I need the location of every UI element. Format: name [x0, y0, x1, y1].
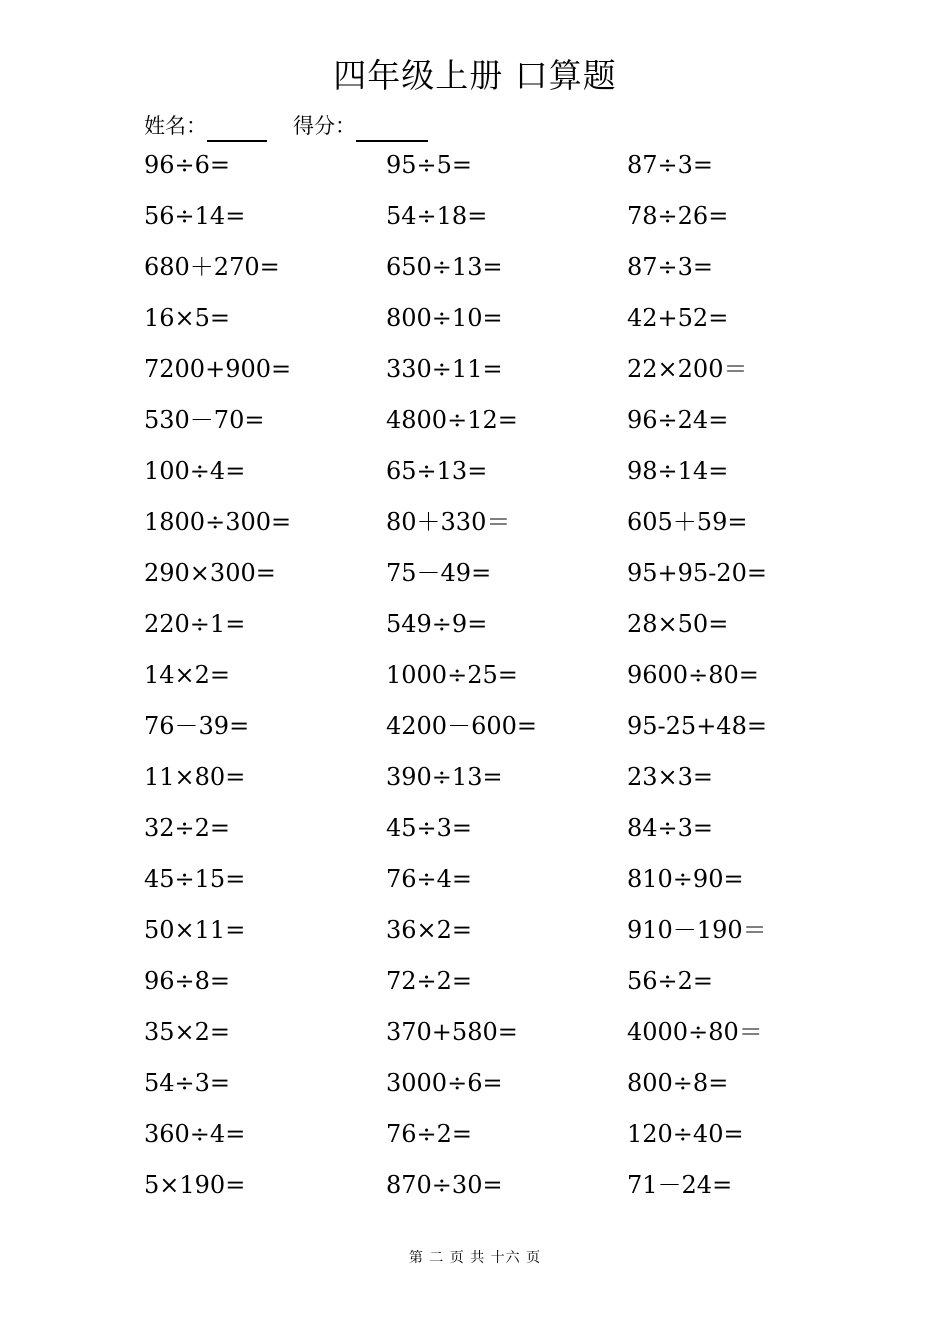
- arithmetic-problem: 96÷24=: [627, 406, 729, 434]
- problem-row: [144, 191, 844, 242]
- arithmetic-problem: 80＋330＝: [386, 508, 511, 536]
- student-info-row: [144, 108, 428, 144]
- arithmetic-problem: 71－24=: [627, 1171, 733, 1199]
- problem-row: [144, 395, 844, 446]
- problem-row: [144, 1058, 844, 1109]
- problem-row: [144, 701, 844, 752]
- arithmetic-problem: 54÷3=: [144, 1069, 231, 1097]
- problem-row: [144, 242, 844, 293]
- problem-row: [144, 599, 844, 650]
- name-label: 姓名：: [144, 114, 207, 138]
- arithmetic-problem: 370+580=: [386, 1018, 518, 1046]
- page-title: 四年级上册 口算题: [333, 56, 617, 95]
- problem-row: [144, 854, 844, 905]
- arithmetic-problem: 65÷13=: [386, 457, 488, 485]
- arithmetic-problem: 96÷6=: [144, 151, 231, 179]
- arithmetic-problem: 87÷3=: [627, 151, 714, 179]
- arithmetic-problem: 87÷3=: [627, 253, 714, 281]
- arithmetic-problem: 76－39=: [144, 712, 250, 740]
- arithmetic-problem: 7200+900=: [144, 355, 292, 383]
- arithmetic-problem: 100÷4=: [144, 457, 246, 485]
- arithmetic-problem: 96÷8=: [144, 967, 231, 995]
- arithmetic-problem: 76÷2=: [386, 1120, 473, 1148]
- problem-row: [144, 140, 844, 191]
- page-footer: 第 二 页 共 十六 页: [408, 1250, 542, 1266]
- arithmetic-problem: 1800÷300=: [144, 508, 292, 536]
- arithmetic-problem: 76÷4=: [386, 865, 473, 893]
- arithmetic-problem: 11×80=: [144, 763, 246, 791]
- arithmetic-problem: 56÷14=: [144, 202, 246, 230]
- arithmetic-problem: 75－49=: [386, 559, 492, 587]
- arithmetic-problem: 95-25+48=: [627, 712, 767, 740]
- arithmetic-problem: 800÷8=: [627, 1069, 729, 1097]
- arithmetic-problem: 810÷90=: [627, 865, 744, 893]
- problem-row: [144, 344, 844, 395]
- arithmetic-problem: 9600÷80=: [627, 661, 759, 689]
- score-label: 得分：: [293, 114, 356, 138]
- arithmetic-problem: 54÷18=: [386, 202, 488, 230]
- arithmetic-problem: 910－190＝: [627, 916, 767, 944]
- name-blank[interactable]: [207, 108, 267, 142]
- problem-row: [144, 956, 844, 1007]
- arithmetic-problem: 22×200＝: [627, 355, 748, 383]
- problem-row: [144, 293, 844, 344]
- arithmetic-problem: 50×11=: [144, 916, 246, 944]
- problem-row: [144, 1109, 844, 1160]
- arithmetic-problem: 23×3=: [627, 763, 714, 791]
- arithmetic-problem: 290×300=: [144, 559, 276, 587]
- arithmetic-problem: 330÷11=: [386, 355, 503, 383]
- arithmetic-problem: 5×190=: [144, 1171, 246, 1199]
- arithmetic-problem: 95+95-20=: [627, 559, 767, 587]
- arithmetic-problem: 390÷13=: [386, 763, 503, 791]
- arithmetic-problem: 605＋59=: [627, 508, 748, 536]
- arithmetic-problem: 4200－600=: [386, 712, 537, 740]
- arithmetic-problem: 120÷40=: [627, 1120, 744, 1148]
- arithmetic-problem: 530－70=: [144, 406, 265, 434]
- arithmetic-problem: 650÷13=: [386, 253, 503, 281]
- arithmetic-problem: 45÷15=: [144, 865, 246, 893]
- arithmetic-problem: 95÷5=: [386, 151, 473, 179]
- arithmetic-problem: 14×2=: [144, 661, 231, 689]
- problem-row: [144, 752, 844, 803]
- arithmetic-problem: 4000÷80＝: [627, 1018, 763, 1046]
- arithmetic-problem: 28×50=: [627, 610, 729, 638]
- problem-row: [144, 650, 844, 701]
- arithmetic-problem: 72÷2=: [386, 967, 473, 995]
- problem-row: [144, 497, 844, 548]
- arithmetic-problem: 800÷10=: [386, 304, 503, 332]
- score-blank[interactable]: [356, 108, 428, 142]
- problem-row: [144, 1160, 844, 1211]
- problem-row: [144, 1007, 844, 1058]
- arithmetic-problem: 3000÷6=: [386, 1069, 503, 1097]
- arithmetic-problem: 1000÷25=: [386, 661, 518, 689]
- problem-row: [144, 548, 844, 599]
- arithmetic-problem: 42+52=: [627, 304, 729, 332]
- arithmetic-problem: 98÷14=: [627, 457, 729, 485]
- arithmetic-problem: 870÷30=: [386, 1171, 503, 1199]
- arithmetic-problem: 4800÷12=: [386, 406, 518, 434]
- problem-row: [144, 446, 844, 497]
- arithmetic-problem: 16×5=: [144, 304, 231, 332]
- arithmetic-problem: 78÷26=: [627, 202, 729, 230]
- arithmetic-problem: 220÷1=: [144, 610, 246, 638]
- problem-grid: [144, 140, 844, 1211]
- arithmetic-problem: 680＋270=: [144, 253, 280, 281]
- arithmetic-problem: 549÷9=: [386, 610, 488, 638]
- problem-row: [144, 803, 844, 854]
- arithmetic-problem: 36×2=: [386, 916, 473, 944]
- arithmetic-problem: 32÷2=: [144, 814, 231, 842]
- arithmetic-problem: 56÷2=: [627, 967, 714, 995]
- arithmetic-problem: 84÷3=: [627, 814, 714, 842]
- problem-row: [144, 905, 844, 956]
- arithmetic-problem: 35×2=: [144, 1018, 231, 1046]
- arithmetic-problem: 45÷3=: [386, 814, 473, 842]
- arithmetic-problem: 360÷4=: [144, 1120, 246, 1148]
